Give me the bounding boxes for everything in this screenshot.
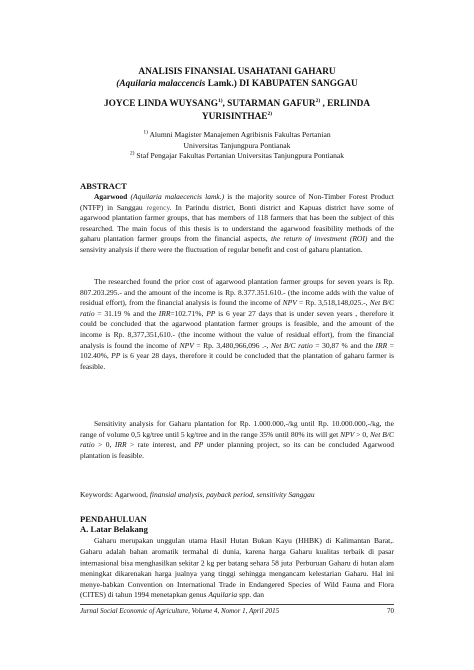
intro-p1-text-d: dan: [251, 590, 264, 600]
title-species: (Aquilaria malaccencis: [116, 79, 206, 89]
intro-dot-separator: .: [292, 559, 294, 565]
abstract-p2-text-d: =102.71%,: [170, 308, 207, 318]
abstract-p2-netbc-2: Net B/C ratio: [270, 340, 313, 350]
author-1: JOYCE LINDA WUYSANG: [103, 99, 218, 109]
abstract-keyword-agarwood: Agarwood: [94, 192, 128, 201]
abstract-heading: ABSTRACT: [80, 181, 127, 191]
abstract-p2-pp-2: PP: [111, 351, 121, 361]
author-2: , SUTARMAN GAFUR: [222, 99, 316, 109]
keywords: [80, 490, 394, 501]
authors-line-1: [60, 98, 414, 111]
abstract-p3-text-d: > rate interest, and: [126, 440, 195, 450]
intro-p1-text-a: Gaharu merupakan unggulan utama Hasil Hutan Bukan Kayu (HHBK) di Kalimantan Barat,. Gaharu adalah bahan aromatik termahal di dunia, karena harga Gaharu kualitas terbaik di pasar internasional bisa menghasilkan sekitar 2 kg per batang sehara 58 juta: [80, 536, 394, 568]
abstract-paragraph-2: [80, 277, 394, 372]
abstract-p1-text-2: . In Parindu district, Bonti district and Kapuas district have some of agarwood plantation farmer groups, that has members of 118 farmers that has been the subject of this researched. The main focus of this thesis is to understand the agarwood feasibility methods of the gaharu plantation farmer groups from the financial aspects,: [80, 202, 394, 244]
author-list: [60, 98, 414, 123]
abstract-paragraph-1: [80, 192, 394, 256]
abstract-p3-irr: IRR: [114, 440, 127, 450]
title-line-1: ANALISIS FINANSIAL USAHATANI GAHARU: [138, 67, 336, 77]
abstract-p2-text-i: is 6 year 28 days, therefore it could be concluded that the plantation of gaharu farmer is feasible.: [80, 351, 394, 371]
abstract-p1-text-1: is the majority source of Non-Timber Forest Product (NTFP) in Sanggau: [80, 192, 394, 212]
abstract-p2-text-b: = Rp. 3,518,148,025.-,: [296, 298, 370, 308]
abstract-p2-netbc: Net B/C ratio: [80, 298, 394, 318]
author-1-sup: 1): [217, 97, 223, 104]
author-3-sup: 2): [267, 110, 273, 117]
abstract-p3-text-b: > 0,: [354, 429, 370, 439]
abstract-p2-npv-2: NPV: [179, 340, 194, 350]
abstract-p3-npv: NPV: [340, 429, 355, 439]
abstract-p2-text-e: is 6 year 27 days that is under seven years , therefore it could be concluded that the agarwood plantation farmer groups is feasible, and the amount of the income is Rp. 8,377,351,610.- (the income without the value of residual effort), from the financial analysis is found the income of: [80, 308, 394, 350]
abstract-p1-regency: regency: [146, 202, 170, 212]
keywords-label: Keywords: Agarwood,: [80, 490, 150, 499]
affiliation-2: [72, 151, 402, 162]
authors-line-2: [60, 111, 414, 124]
abstract-p2-text-c: = 31.19 % and the: [94, 308, 159, 318]
abstract-p2-text-a: The researched found the prior cost of agarwood plantation farmer groups for seven years is Rp. 807.203.295.- and the amount of the income is Rp. 8.377.351.610.- (the income adds with the value of residual effort), from the financial analysis is found the income of: [80, 277, 394, 308]
title-location: Lamk.) DI KABUPATEN SANGGAU: [205, 79, 358, 89]
affiliations: [72, 130, 402, 162]
abstract-p1-text-3: and the sensivity analysis if there were the fluctuation of regular benefit and cost of gaharu plantation.: [80, 234, 395, 254]
abstract-paragraph-3: [80, 419, 394, 461]
abstract-p2-text-g: = 30,87 % and the: [312, 340, 376, 350]
page-footer: [80, 607, 394, 615]
abstract-p2-npv: NPV: [282, 298, 297, 308]
affiliation-1-line-2: Universitas Tanjungpura Pontianak: [183, 140, 291, 150]
abstract-p2-irr: IRR: [158, 308, 171, 318]
affiliation-1-line-1: [72, 130, 402, 141]
keywords-list: finansial analysis, payback period, sensitivity Sanggau: [149, 490, 315, 499]
abstract-p3-text-e: under planning project, so its can be concluded Agarwood plantation is feasible.: [80, 440, 395, 460]
footer-rule: [80, 604, 394, 605]
abstract-p3-netbc: Net B/C ratio: [80, 429, 394, 450]
section-heading-pendahuluan: PENDAHULUAN: [80, 514, 147, 524]
author-2-sup: 2): [315, 97, 321, 104]
abstract-p2-pp: PP: [206, 308, 216, 318]
title-line-2: [60, 78, 414, 90]
abstract-p3-text-c: > 0,: [94, 440, 115, 450]
paper-title: [60, 66, 414, 90]
footer-journal: Jurnal Social Economic of Agriculture, Volume 4, Nomor 1, April 2015: [80, 607, 280, 615]
abstract-p3-pp: PP: [194, 440, 204, 450]
intro-p1-genus: Aquilaria spp.: [208, 590, 252, 600]
abstract-species: (Aquilaria malaecencis lamk.): [130, 192, 225, 201]
affiliation-1-sup: 1): [143, 129, 148, 136]
abstract-p2-text-f: = Rp. 3,480,966,096 .-,: [193, 340, 271, 350]
intro-paragraph-1: [80, 536, 394, 601]
affiliation-2-sup: 2): [129, 150, 135, 157]
intro-p1-text-b: Perburuan Gaharu di hutan alam meningkat dikarenakan harga jualnya yang tinggi sehingga mengancam kelestarian Gaharu. Hal ini menye-babkan Convention on International Trade in Endangered Species of Wild Fauna and Flora (CITES) di tahun 1994 menetapkan genus: [80, 558, 395, 600]
author-3b: YURISINTHAE: [201, 111, 268, 122]
affiliation-1-text: Alumni Magister Manajemen Agribisnis Fakultas Pertanian: [147, 130, 331, 139]
abstract-p2-irr-2: IRR: [375, 340, 388, 350]
abstract-p1-roi: the return of investment (ROI): [270, 234, 368, 244]
author-3a: , ERLINDA: [320, 99, 371, 109]
subsection-heading-latar-belakang: A. Latar Belakang: [80, 524, 148, 534]
affiliation-2-text: Staf Pengajar Fakultas Pertanian Universitas Tanjungpura Pontianak: [134, 151, 345, 160]
abstract-p2-text-h: = 102.40%,: [80, 340, 395, 361]
page-number: 70: [387, 607, 394, 615]
abstract-p3-text-a: Sensitivity analysis for Gaharu plantation for Rp. 1.000.000,-/kg until Rp. 10.000.000,-/kg, the range of volume 0,5 kg/tree until 5 kg/tree and in the range 35% until 80% its will get: [80, 419, 394, 439]
